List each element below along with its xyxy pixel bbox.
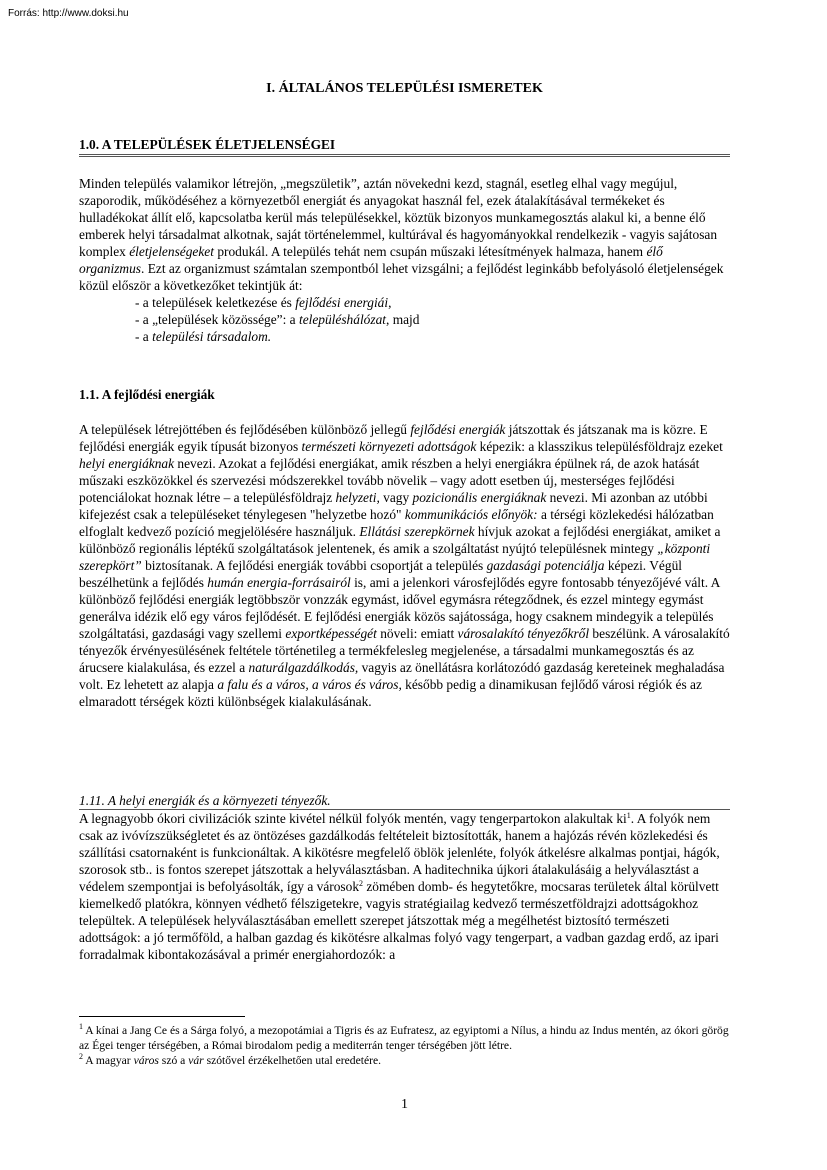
subsection-heading: 1.1. A fejlődési energiák: [79, 387, 215, 402]
list-item: - a települési társadalom.: [135, 329, 272, 344]
footnote-ref-2[interactable]: 2: [359, 879, 364, 888]
subsection-1-11: [79, 792, 730, 963]
footnote-1: $^1$ A kínai a Jang Ce és a Sárga folyó, a mezopotámiai a Tigris és az Eufratesz, az egyiptomi a Nílus, a hindu az Indus mentén, az ókori görög az Égei tenger térségében, a Római birodalom pedig a mediterrán tenger térségében jött létre.: [79, 1022, 729, 1052]
intro-paragraph: Minden település valamikor létrejön, „megszületik”, aztán növekedni kezd, stagnál, esetleg elhal vagy megújul, szaporodik, működéséhez a környezetből energiát és anyagokat használ fel, ezek átalakításával termékeket és hulladékokat állít elő, kapcsolatba kerül más településekkel, köztük bizonyos munkamegosztás alakul ki, a benne élő emberek helyi társadalmat alkotnak, saját történelemmel, kultúrával és hagyományokkal rendelkezik - vagyis sajátosan komplex életjelenségeket produkál. A település tehát nem csupán műszaki létesítmények halmaza, hanem élő organizmus. Ezt az organizmust számtalan szempontból lehet vizsgálni; a fejlődést leginkább befolyásoló életjelenségek közül először a következőket tekintjük át:: [79, 176, 724, 293]
local-energy-paragraph: A legnagyobb ókori civilizációk szinte kivétel nélkül folyók mentén, vagy tengerpartokon alakultak $ki^1$. A folyók nem csak az ivóvízszükségletet és az öntözéses gazdálkodás feltételeit biztosították, hanem a hajózás révén közlekedési és szállítási csatornaként is funkcionáltak. A kikötésre megfelelő öblök jelenléte, folyók átkelésre alkalmas pontjai, hágók, szorosok stb.. is fontos szerepet játszottak a helyválasztásban. A haditechnika újkori átalakulásáig a helyválasztást a védelem szempontjai is befolyásolták, így a városok$^2$ zömében domb- és hegytetőkre, mocsaras területek által körülvett kiemelkedő platókra, könnyen védhető félszigetekre, vagyis stratégiailag kedvező természetföldrajzi adottságokhoz települtek. A települések helyválasztásában emellett szerepet játszottak még a megélhetést biztosító természeti adottságok: a jó termőföld, a halban gazdag és kikötésre alkalmas folyó vagy tengerpart, a vadban gazdag erdő, az ipari forradalmak kibontakozásával a primér energiahordozók: a: [79, 811, 720, 962]
energy-paragraph-block: [79, 421, 730, 710]
section-heading: 1.0. A TELEPÜLÉSEK ÉLETJELENSÉGEI: [79, 136, 730, 157]
list-item: - a „települések közössége”: a településhálózat, majd: [135, 312, 420, 327]
intro-block: [79, 175, 730, 345]
footnote-divider: [79, 1016, 245, 1017]
footnote-2: $^2$ A magyar város szó a vár szótővel érzékelhetően utal eredetére.: [79, 1052, 382, 1067]
chapter-title: I. ÁLTALÁNOS TELEPÜLÉSI ISMERETEK: [266, 81, 543, 96]
subsection-heading-italic: 1.11. A helyi energiák és a környezeti tényezők.: [79, 792, 730, 810]
footnotes: [79, 1023, 730, 1068]
subsection-1-1: [79, 386, 730, 403]
footnote-ref-1[interactable]: 1: [626, 811, 631, 820]
page-number: 1: [401, 1097, 408, 1112]
energy-paragraph: A települések létrejöttében és fejlődésében különböző jellegű fejlődési energiák játszottak és játszanak ma is közre. E fejlődési energiák egyik típusát bizonyos természeti környezeti adottságok képezik: a klasszikus településföldrajz ezeket helyi energiáknak nevezi. Azokat a fejlődési energiákat, amik részben a helyi energiákra épülnek rá, de azok hatását műszaki eszközökkel és szervezési módszerekkel tovább növelik – vagy adott esetben új, mesterséges fejlődési potenciálokat hoznak létre – a településföldrajz helyzeti, vagy pozicionális energiáknak nevezi. Mi azonban az utóbbi kifejezést csak a településeket ténylegesen "helyzetbe hozó" kommunikációs előnyök: a térségi közlekedési hálózatban elfoglalt kedvező pozíció megjelölésére használjuk. Ellátási szerepkörnek hívjuk azokat a fejlődési energiákat, amiket a különböző regionális léptékű szolgáltatások jelentenek, és amik a szolgáltatást nyújtó településnek mintegy „központi szerepkört” biztosítanak. A fejlődési energiák további csoportját a település gazdasági potenciálja képezi. Végül beszélhetünk a fejlődés humán energia-forrásairól is, ami a jelenkori városfejlődés egyre fontosabb tényezőjévé vált. A különböző fejlődési energiák legtöbbször vonzzák egymást, idővel egymásra rétegződnek, és ezzel mintegy egymást generálva idézik elő egy város fejlődését. E fejlődési energiák közös sajátossága, hogy csaknem mindegyik a település szolgáltatási, gazdasági vagy szellemi exportképességét növeli: emiatt városalakító tényezőkről beszélünk. A városalakító tényezők érvényesülésének feltétele történetileg a termékfelesleg megjelenése, a társadalmi munkamegosztás és az árucsere kialakulása, és ezzel a naturálgazdálkodás, vagyis az önellátásra korlátozódó gazdaság kereteinek meghaladása volt. Ez lehetett az alapja a falu és a város, a város és város, később pedig a dinamikusan fejlődő városi régiók és az elmaradott térségek közti különbségek kialakulásának.: [79, 422, 730, 709]
source-note: Forrás: http://www.doksi.hu: [8, 8, 129, 19]
list-item: - a települések keletkezése és fejlődési energiái,: [135, 295, 392, 310]
